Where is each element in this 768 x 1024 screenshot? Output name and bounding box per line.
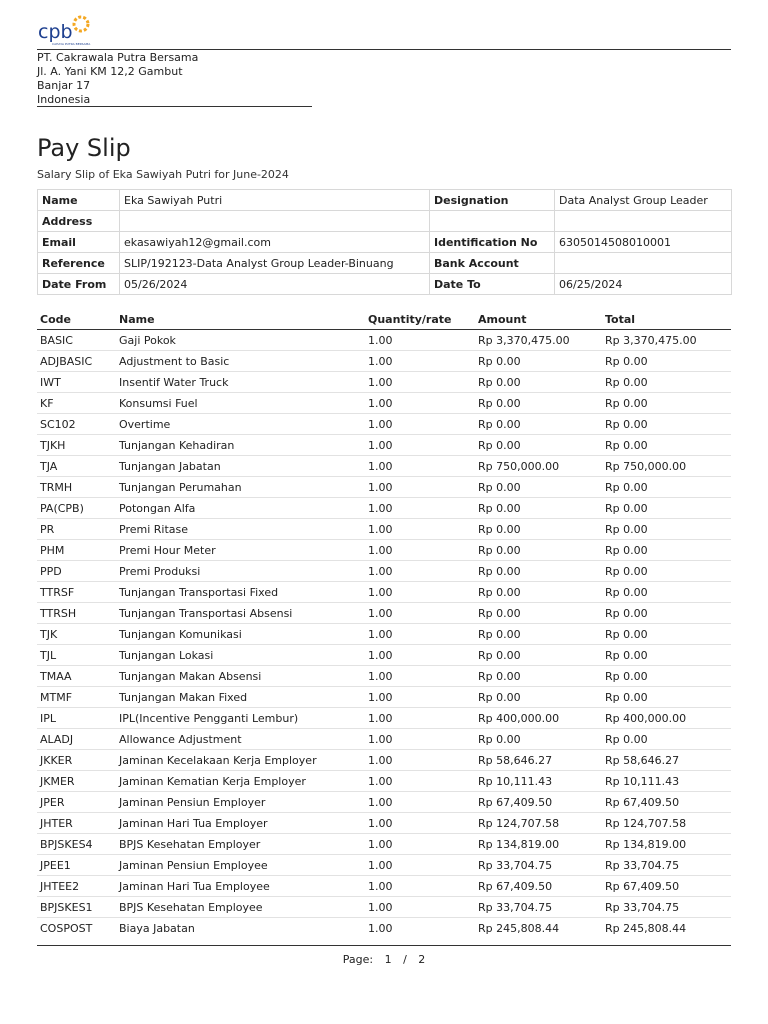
cell-quantity: 1.00 [365, 792, 475, 813]
cell-quantity: 1.00 [365, 435, 475, 456]
cell-amount: Rp 0.00 [475, 645, 602, 666]
cell-code: IPL [37, 708, 116, 729]
cell-quantity: 1.00 [365, 456, 475, 477]
salary-lines-table [37, 309, 731, 938]
cell-code: ALADJ [37, 729, 116, 750]
cell-total: Rp 0.00 [602, 498, 731, 519]
cell-amount: Rp 245,808.44 [478, 921, 560, 935]
cell-total: Rp 0.00 [602, 393, 731, 414]
cell-quantity: 1.00 [365, 603, 475, 624]
table-row [37, 477, 731, 498]
company-country: Indonesia [37, 93, 91, 106]
cell-code: JKKER [37, 750, 116, 771]
cell-code: TJKH [37, 435, 116, 456]
cell-code: PHM [37, 540, 116, 561]
cell-name: Jaminan Kecelakaan Kerja Employer [116, 750, 365, 771]
cell-quantity: 1.00 [365, 624, 475, 645]
cell-name: BPJS Kesehatan Employer [116, 834, 365, 855]
info-label: Address [38, 211, 120, 232]
cell-amount: Rp 3,370,475.00 [475, 330, 602, 351]
cell-code: PR [37, 519, 116, 540]
info-row [38, 232, 732, 253]
table-row [37, 708, 731, 729]
info-value [120, 211, 430, 232]
info-row [38, 274, 732, 295]
cell-name: Tunjangan Lokasi [116, 645, 365, 666]
cell-total: Rp 33,704.75 [602, 855, 731, 876]
table-row [37, 561, 731, 582]
cell-amount: Rp 33,704.75 [475, 897, 602, 918]
table-row [37, 645, 731, 666]
info-value: Data Analyst Group Leader [555, 190, 732, 211]
cell-total: Rp 3,370,475.00 [602, 330, 731, 351]
table-row [37, 918, 731, 939]
column-header-quantity: Quantity/rate [365, 309, 475, 330]
cell-amount: Rp 0.00 [475, 519, 602, 540]
cell-name: Tunjangan Makan Fixed [116, 687, 365, 708]
cell-name: Jaminan Pensiun Employer [116, 792, 365, 813]
cell-quantity: 1.00 [365, 897, 475, 918]
cell-code: TJL [37, 645, 116, 666]
cell-total: Rp 0.00 [602, 414, 731, 435]
cell-amount: Rp 0.00 [475, 729, 602, 750]
cell-amount: Rp 67,409.50 [475, 792, 602, 813]
cell-code: JKMER [37, 771, 116, 792]
cell-total: Rp 0.00 [602, 645, 731, 666]
info-row [38, 190, 732, 211]
cell-code: JHTER [37, 813, 116, 834]
cell-code: PPD [37, 561, 116, 582]
cell-quantity: 1.00 [365, 645, 475, 666]
cell-amount: Rp 0.00 [475, 393, 602, 414]
cell-amount: Rp 58,646.27 [475, 750, 602, 771]
cell-quantity: 1.00 [365, 561, 475, 582]
info-value: Eka Sawiyah Putri [120, 190, 430, 211]
company-address-line2: Banjar 17 [37, 79, 91, 92]
cell-quantity: 1.00 [365, 771, 475, 792]
info-value: 06/25/2024 [555, 274, 732, 295]
cell-amount: Rp 0.00 [475, 351, 602, 372]
cell-code: BPJSKES1 [37, 897, 116, 918]
cell-quantity: 1.00 [365, 519, 475, 540]
cell-total: Rp 0.00 [602, 582, 731, 603]
cell-total: Rp 33,704.75 [602, 897, 731, 918]
cell-name: Premi Ritase [116, 519, 365, 540]
table-row [37, 855, 731, 876]
cell-code: PA(CPB) [37, 498, 116, 519]
cell-total: Rp 134,819.00 [602, 834, 731, 855]
cell-code: IWT [37, 372, 116, 393]
cell-amount: Rp 400,000.00 [475, 708, 602, 729]
logo-text: cpb [38, 21, 73, 43]
column-header-code: Code [37, 309, 116, 330]
pagination [0, 953, 768, 966]
cell-code: JPEE1 [37, 855, 116, 876]
table-row [37, 876, 731, 897]
cell-name: Tunjangan Jabatan [116, 456, 365, 477]
info-label: Date From [38, 274, 120, 295]
info-label: Email [38, 232, 120, 253]
table-row [37, 897, 731, 918]
cell-quantity: 1.00 [365, 687, 475, 708]
cell-total: Rp 0.00 [602, 435, 731, 456]
cell-code: BPJSKES4 [37, 834, 116, 855]
cell-name: BPJS Kesehatan Employee [116, 897, 365, 918]
info-label: Bank Account [430, 253, 555, 274]
cell-name: IPL(Incentive Pengganti Lembur) [116, 708, 365, 729]
info-label: Designation [430, 190, 555, 211]
cell-name: Tunjangan Makan Absensi [116, 666, 365, 687]
table-row [37, 666, 731, 687]
cell-amount: Rp 0.00 [475, 477, 602, 498]
table-header-row [37, 309, 731, 330]
cell-amount: Rp 0.00 [475, 561, 602, 582]
cell-name: Potongan Alfa [116, 498, 365, 519]
info-value: ekasawiyah12@gmail.com [120, 232, 430, 253]
table-row [37, 813, 731, 834]
cell-total: Rp 0.00 [602, 729, 731, 750]
cell-code: TRMH [37, 477, 116, 498]
cell-quantity: 1.00 [365, 729, 475, 750]
cell-amount: Rp 0.00 [475, 687, 602, 708]
page-current: 1 [384, 953, 392, 966]
cell-code: SC102 [37, 414, 116, 435]
cell-code: JPER [37, 792, 116, 813]
cell-amount: Rp 134,819.00 [475, 834, 602, 855]
table-row [37, 330, 731, 351]
cell-code: TTRSF [37, 582, 116, 603]
company-address-block [37, 51, 198, 107]
info-value: SLIP/192123-Data Analyst Group Leader-Binuang [120, 253, 430, 274]
cell-total: Rp 0.00 [602, 477, 731, 498]
cell-amount: Rp 0.00 [475, 582, 602, 603]
cell-name: Premi Produksi [116, 561, 365, 582]
info-label: Date To [430, 274, 555, 295]
footer-divider [37, 945, 731, 946]
cell-name: Jaminan Hari Tua Employer [116, 813, 365, 834]
cell-name: Jaminan Pensiun Employee [116, 855, 365, 876]
table-row [37, 603, 731, 624]
cell-amount: Rp 10,111.43 [475, 771, 602, 792]
info-value: 6305014508010001 [555, 232, 732, 253]
header-divider [37, 49, 731, 50]
cell-quantity: 1.00 [365, 750, 475, 771]
cell-amount: Rp 0.00 [475, 498, 602, 519]
cell-total: Rp 67,409.50 [602, 792, 731, 813]
cell-total: Rp 0.00 [602, 561, 731, 582]
cell-amount: Rp 0.00 [475, 414, 602, 435]
cell-amount: Rp 0.00 [475, 603, 602, 624]
cell-quantity: 1.00 [365, 351, 475, 372]
cell-quantity: 1.00 [365, 372, 475, 393]
table-row [37, 624, 731, 645]
info-row [38, 253, 732, 274]
column-header-name: Name [116, 309, 365, 330]
cell-quantity: 1.00 [365, 813, 475, 834]
table-row [37, 393, 731, 414]
info-value: 05/26/2024 [120, 274, 430, 295]
cell-quantity: 1.00 [365, 855, 475, 876]
cell-total: Rp 0.00 [602, 666, 731, 687]
cell-total: Rp 750,000.00 [602, 456, 731, 477]
cell-code: KF [37, 393, 116, 414]
cell-name: Premi Hour Meter [116, 540, 365, 561]
cell-name: Overtime [116, 414, 365, 435]
cell-amount: Rp 0.00 [475, 435, 602, 456]
company-name: PT. Cakrawala Putra Bersama [37, 51, 199, 64]
cell-quantity: 1.00 [365, 582, 475, 603]
cell-amount: Rp 67,409.50 [475, 876, 602, 897]
table-row [37, 771, 731, 792]
cell-name: Jaminan Hari Tua Employee [116, 876, 365, 897]
cell-total: Rp 67,409.50 [602, 876, 731, 897]
cell-name: Tunjangan Kehadiran [116, 435, 365, 456]
cell-total: Rp 0.00 [602, 603, 731, 624]
table-row [37, 456, 731, 477]
table-row [37, 750, 731, 771]
cell-name: Tunjangan Perumahan [116, 477, 365, 498]
cell-total: Rp 245,808.44 [605, 921, 687, 935]
cell-total: Rp 0.00 [602, 351, 731, 372]
cell-amount: Rp 750,000.00 [475, 456, 602, 477]
cell-total: Rp 58,646.27 [602, 750, 731, 771]
cell-code: MTMF [37, 687, 116, 708]
table-row [37, 729, 731, 750]
cell-code: TJK [37, 624, 116, 645]
cell-total: Rp 124,707.58 [602, 813, 731, 834]
cell-quantity: 1.00 [365, 393, 475, 414]
cell-name: Jaminan Kematian Kerja Employer [116, 771, 365, 792]
cell-quantity: 1.00 [365, 666, 475, 687]
table-row [37, 519, 731, 540]
cell-amount: Rp 0.00 [475, 624, 602, 645]
cell-quantity: 1.00 [365, 540, 475, 561]
cell-amount: Rp 0.00 [475, 666, 602, 687]
cell-code: TMAA [37, 666, 116, 687]
cell-name: Gaji Pokok [116, 330, 365, 351]
cell-name: Konsumsi Fuel [116, 393, 365, 414]
table-row [37, 582, 731, 603]
cell-amount: Rp 33,704.75 [475, 855, 602, 876]
table-row [37, 792, 731, 813]
cell-amount: Rp 0.00 [475, 540, 602, 561]
cell-quantity: 1.00 [365, 834, 475, 855]
table-row [37, 540, 731, 561]
info-value [555, 211, 732, 232]
cell-quantity: 1.00 [365, 708, 475, 729]
column-header-amount: Amount [475, 309, 602, 330]
cell-name: Allowance Adjustment [116, 729, 365, 750]
address-divider [37, 106, 312, 107]
cell-total: Rp 0.00 [602, 519, 731, 540]
company-logo [37, 14, 93, 46]
cell-quantity: 1.00 [365, 498, 475, 519]
table-row [37, 414, 731, 435]
page-title: Pay Slip [37, 134, 131, 162]
column-header-total: Total [602, 309, 731, 330]
page-total: 2 [418, 953, 426, 966]
cell-total: Rp 400,000.00 [602, 708, 731, 729]
table-row [37, 372, 731, 393]
info-label [430, 211, 555, 232]
info-label: Reference [38, 253, 120, 274]
logo-tagline: CAHAYA PUTRA BERSAMA [52, 42, 91, 46]
cell-code: COSPOST [40, 921, 93, 935]
info-label: Name [38, 190, 120, 211]
table-row [37, 498, 731, 519]
cell-name: Adjustment to Basic [116, 351, 365, 372]
page-label: Page: [342, 953, 374, 966]
cell-name: Tunjangan Komunikasi [116, 624, 365, 645]
info-label: Identification No [430, 232, 555, 253]
cell-name: Tunjangan Transportasi Fixed [116, 582, 365, 603]
cpb-logo-mark [37, 14, 93, 46]
cell-name: Insentif Water Truck [116, 372, 365, 393]
cell-quantity: 1.00 [365, 330, 475, 351]
table-row [37, 834, 731, 855]
page-subtitle: Salary Slip of Eka Sawiyah Putri for June-2024 [37, 168, 289, 181]
table-row [37, 687, 731, 708]
info-row [38, 211, 732, 232]
cell-code: ADJBASIC [37, 351, 116, 372]
cell-total: Rp 0.00 [602, 540, 731, 561]
cell-name: Tunjangan Transportasi Absensi [116, 603, 365, 624]
info-value [555, 253, 732, 274]
cell-total: Rp 0.00 [602, 624, 731, 645]
cell-quantity: 1.00 [365, 414, 475, 435]
cell-code: TTRSH [37, 603, 116, 624]
cell-quantity: 1.00 [368, 921, 393, 935]
cell-name: Biaya Jabatan [119, 921, 195, 935]
cell-code: BASIC [37, 330, 116, 351]
company-address-line1: Jl. A. Yani KM 12,2 Gambut [37, 65, 183, 78]
employee-info-table [37, 189, 732, 295]
cell-total: Rp 10,111.43 [602, 771, 731, 792]
cell-code: JHTEE2 [37, 876, 116, 897]
cell-total: Rp 0.00 [602, 687, 731, 708]
cell-amount: Rp 0.00 [475, 372, 602, 393]
cell-amount: Rp 124,707.58 [475, 813, 602, 834]
page-separator: / [403, 953, 407, 966]
cell-quantity: 1.00 [365, 477, 475, 498]
table-row [37, 435, 731, 456]
cell-total: Rp 0.00 [602, 372, 731, 393]
cell-quantity: 1.00 [365, 876, 475, 897]
cell-code: TJA [37, 456, 116, 477]
table-row [37, 351, 731, 372]
